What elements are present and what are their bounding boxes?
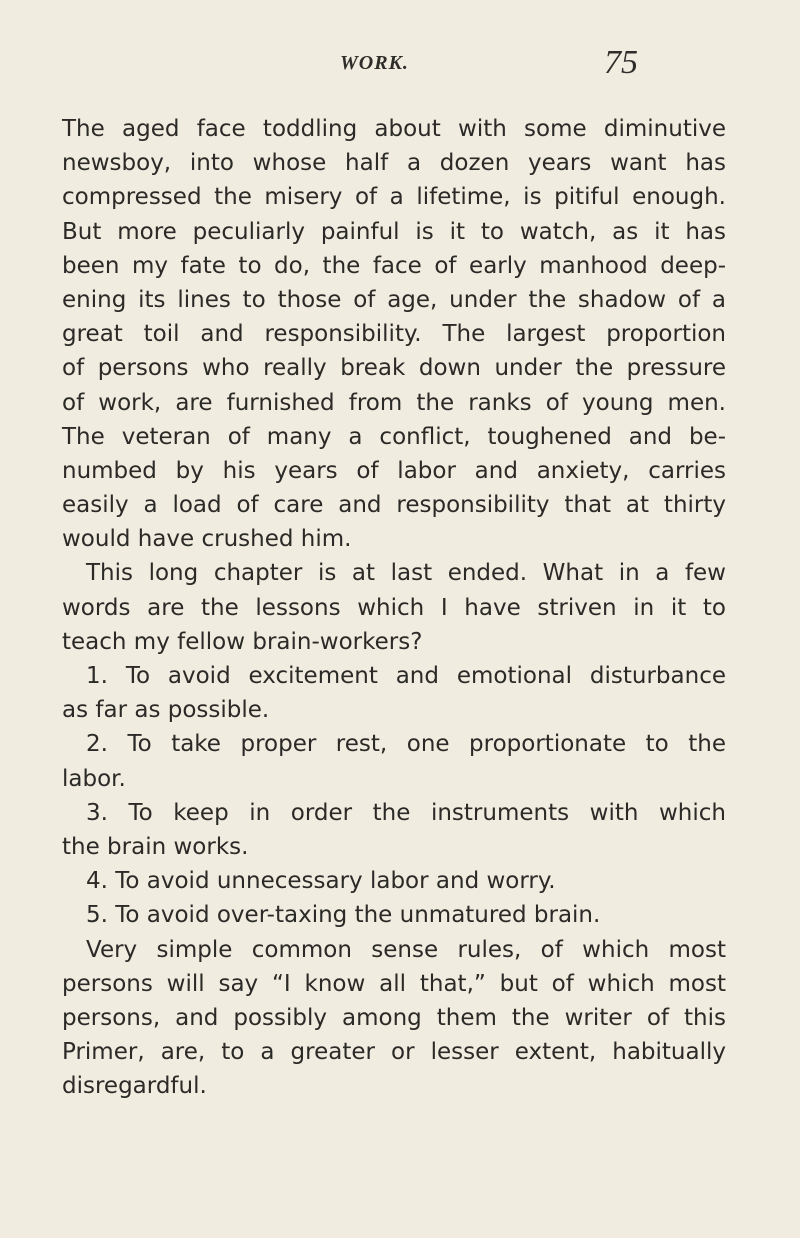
text-line: newsboy, into whose half a dozen years want has xyxy=(62,150,726,177)
text-line: would have crushed him. xyxy=(62,526,352,553)
text-line: of persons who really break down under the pressure xyxy=(62,355,726,382)
text-line: persons will say “I know all that,” but of which most xyxy=(62,970,726,997)
text-line: easily a load of care and responsibility that at thirty xyxy=(62,492,726,519)
text-line: The veteran of many a conflict, toughened and be- xyxy=(62,423,726,450)
text-line: This long chapter is at last ended. What in a few xyxy=(86,560,726,587)
page-number: 75 xyxy=(604,44,638,81)
text-line: labor. xyxy=(62,765,126,792)
list-item: 4. To avoid unnecessary labor and worry. xyxy=(86,868,556,895)
list-item: 1. To avoid excitement and emotional disturbance xyxy=(86,663,726,689)
list-item: 2. To take proper rest, one proportionate to the xyxy=(86,731,726,758)
text-line: But more peculiarly painful is it to watch, as it has xyxy=(62,218,726,245)
text-line: the brain works. xyxy=(62,833,249,860)
text-line: teach my fellow brain-workers? xyxy=(62,628,423,655)
text-line: words are the lessons which I have striven in it to xyxy=(62,594,726,621)
text-line: numbed by his years of labor and anxiety, carries xyxy=(62,457,726,484)
text-line: persons, and possibly among them the writer of this xyxy=(62,1004,726,1031)
text-line: compressed the misery of a lifetime, is pitiful enough. xyxy=(62,184,726,211)
text-line: of work, are furnished from the ranks of young men. xyxy=(62,389,726,416)
text-line: great toil and responsibility. The largest proportion xyxy=(62,321,726,348)
text-line: The aged face toddling about with some diminutive xyxy=(62,116,726,142)
text-line: been my fate to do, the face of early manhood deep- xyxy=(62,252,726,279)
text-line: ening its lines to those of age, under the shadow of a xyxy=(62,286,726,313)
text-line: disregardful. xyxy=(62,1073,207,1100)
running-head: WORK. xyxy=(340,52,409,74)
list-item: 3. To keep in order the instruments with which xyxy=(86,799,726,826)
body-text xyxy=(62,112,726,1103)
text-line: Primer, are, to a greater or lesser extent, habitually xyxy=(62,1039,726,1066)
text-line: as far as possible. xyxy=(62,697,270,724)
list-item: 5. To avoid over-taxing the unmatured brain. xyxy=(86,902,601,929)
text-line: Very simple common sense rules, of which most xyxy=(86,936,726,963)
